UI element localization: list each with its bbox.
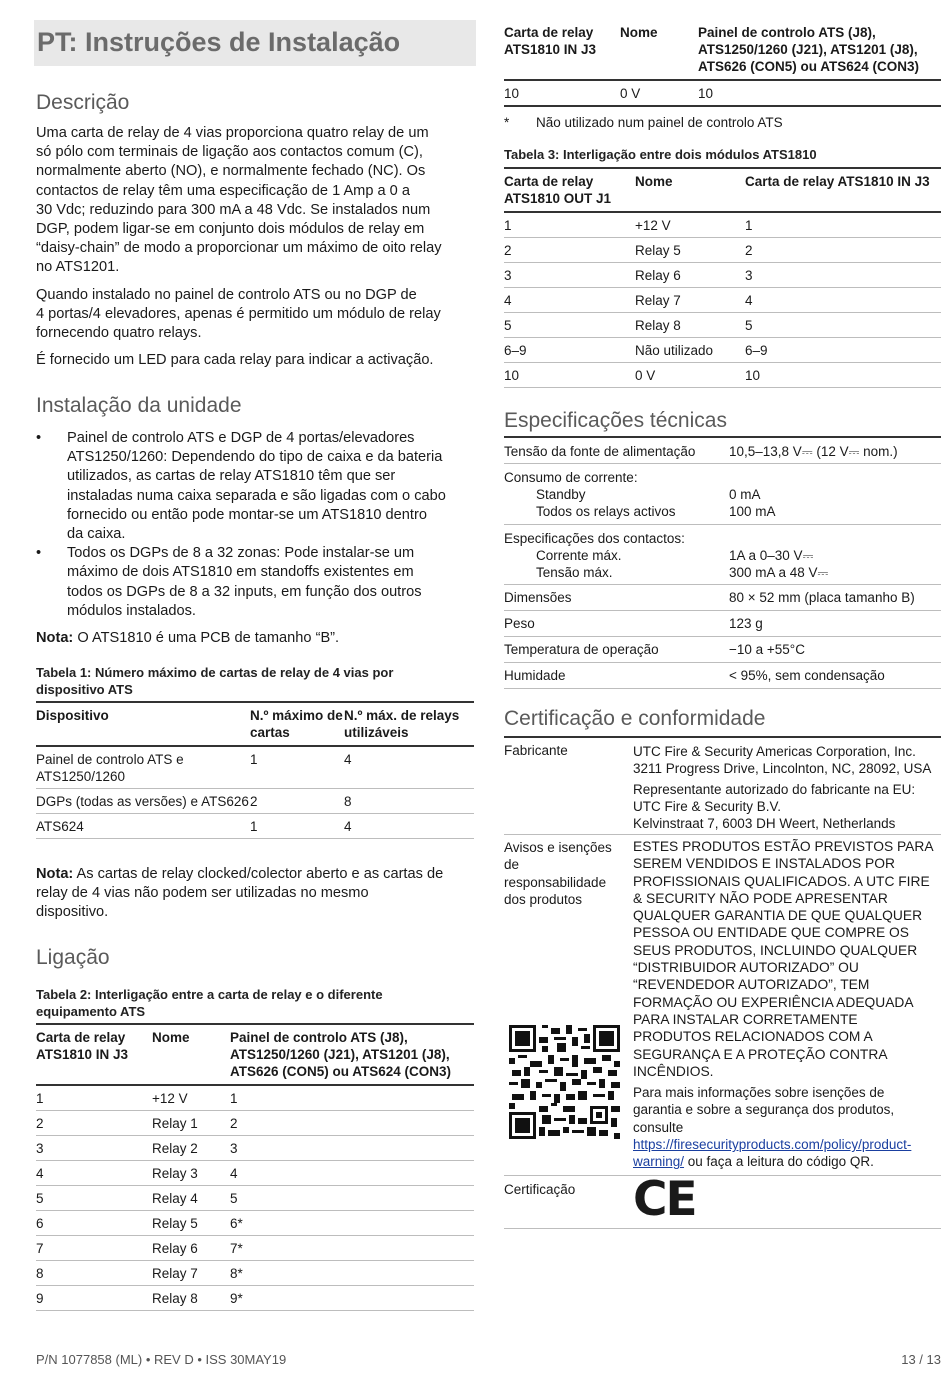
text-line: PESSOA OU ENTIDADE QUE COMPRE OS (633, 925, 909, 941)
table-cell: 8 (344, 789, 474, 814)
text-line: PRODUTOS RELACIONADOS COM A (633, 1029, 873, 1045)
table-cell: 6–9 (504, 338, 635, 363)
table-cell: 2 (745, 238, 941, 263)
table-1 (36, 701, 474, 839)
table-cell: 0 V (635, 363, 745, 388)
table-cell: Relay 4 (152, 1186, 230, 1211)
text-line: fornecendo quatro relays. (36, 325, 202, 342)
table-cell: 10 (698, 80, 941, 106)
text-line: Uma carta de relay de 4 vias proporciona quatro relay de um (36, 125, 429, 141)
table-cell: 4 (504, 288, 635, 313)
table-header-row (504, 168, 941, 212)
cert-row-certificacao (504, 1172, 941, 1229)
caption-line: equipamento ATS (36, 1004, 146, 1019)
table-row (504, 80, 941, 106)
table2-caption (36, 986, 476, 1020)
table-cell: 2 (250, 789, 344, 814)
table-row (504, 238, 941, 263)
table-cell: 7* (230, 1236, 474, 1261)
table-cell: 5 (745, 313, 941, 338)
text-line: módulos instalados. (67, 602, 196, 619)
table-cell: Relay 7 (635, 288, 745, 313)
text-line: Kelvinstraat 7, 6003 DH Weert, Netherlands (633, 816, 896, 832)
text-line: & SECURITY NÃO PODE APRESENTAR (633, 890, 888, 906)
text-line: QUALQUER GARANTIA DE QUE QUALQUER (633, 908, 923, 924)
table-row (36, 746, 474, 789)
table-cell: 5 (504, 313, 635, 338)
spec-value: 0 mA (729, 487, 761, 502)
table-cell: 8* (230, 1261, 474, 1286)
text-line: PARA INSTALAR CORRETAMENTE (633, 1011, 858, 1027)
table-cell: 3 (745, 263, 941, 288)
note-pcb-size (36, 629, 476, 648)
spec-key: Humidade (504, 668, 566, 683)
heading-especificacoes: Especificações técnicas (504, 409, 727, 432)
spec-value: 300 mA a 48 V⎓ (729, 565, 829, 580)
column-header: Nome (620, 20, 698, 80)
cert-key: Fabricante (504, 743, 568, 758)
text-line (36, 865, 476, 884)
text-line: 4 portas/4 elevadores, apenas é permitido um módulo de relay (36, 306, 441, 323)
text-line: de (504, 857, 520, 873)
table-header-row (504, 20, 941, 80)
spec-subkey: Standby (536, 487, 586, 502)
table-row (504, 363, 941, 388)
spec-row (504, 663, 941, 689)
footnote-text: Não utilizado num painel de controlo ATS (536, 115, 783, 130)
more-info (633, 1084, 934, 1170)
table-row (504, 313, 941, 338)
table-cell: 10 (504, 363, 635, 388)
text-line: Representante autorizado do fabricante na EU: (633, 781, 916, 797)
table-cell: 4 (745, 288, 941, 313)
spec-row (504, 637, 941, 663)
column-header: Nome (635, 168, 745, 212)
table-cell: 1 (250, 814, 344, 839)
table-cell: 0 V (620, 80, 698, 106)
table-row (36, 1236, 474, 1261)
page-title: PT: Instruções de Instalação (37, 27, 401, 57)
table-cell: Relay 8 (635, 313, 745, 338)
note-relay-cards (36, 865, 476, 923)
table-row (36, 1085, 474, 1111)
table-cell: 1 (230, 1085, 474, 1111)
table-cell: 3 (504, 263, 635, 288)
table-cell: Relay 6 (152, 1236, 230, 1261)
product-warning-link-cont[interactable]: warning/ (633, 1154, 685, 1170)
heading-instalacao: Instalação da unidade (36, 394, 242, 417)
table-cell: Relay 7 (152, 1261, 230, 1286)
certification-table (504, 736, 941, 1229)
spec-key: Especificações dos contactos: (504, 531, 685, 546)
text-line: no ATS1201. (36, 259, 120, 276)
text-line: PROFISSIONAIS QUALIFICADOS. A UTC FIRE (633, 873, 930, 889)
table-cell: 4 (230, 1161, 474, 1186)
table-row (36, 814, 474, 839)
text-line: 3211 Progress Drive, Lincolnton, NC, 28092, USA (633, 761, 932, 777)
table-3 (504, 167, 941, 388)
text-line: Avisos e isenções (504, 840, 612, 855)
table-cell: 10 (504, 80, 620, 106)
bullet-icon: • (36, 430, 42, 446)
table-cell: 3 (36, 1136, 152, 1161)
table-row (504, 212, 941, 238)
text-line (633, 1153, 934, 1170)
table-cell: 4 (344, 746, 474, 789)
product-warning-link[interactable]: https://firesecurityproducts.com/policy/product- (633, 1137, 912, 1153)
column-header: Carta de relay ATS1810 IN J3 (745, 168, 941, 212)
text-line: dos produtos (504, 891, 583, 907)
table-row (36, 1161, 474, 1186)
caption-line: dispositivo ATS (36, 682, 133, 697)
column-header: Painel de controlo ATS (J8), ATS1250/1260 (J21), ATS1201 (J8), ATS626 (CON5) ou ATS624 (CON3) (698, 20, 941, 80)
footnote-mark: * (504, 115, 510, 130)
table-cell: 5 (230, 1186, 474, 1211)
text-line: “DISTRIBUIDOR AUTORIZADO” OU (633, 960, 859, 976)
table-cell: 4 (36, 1161, 152, 1186)
text-line: só pólo com terminais de ligação aos contactos comum (C), (36, 144, 423, 161)
column-header: Carta de relay ATS1810 OUT J1 (504, 168, 635, 212)
after-link-text: ou faça a leitura do código QR. (684, 1154, 874, 1170)
text-line: dispositivo. (36, 904, 109, 921)
spec-value: < 95%, sem condensação (729, 668, 885, 683)
note-text: As cartas de relay clocked/colector aberto e as cartas de (73, 866, 444, 882)
spec-key: Peso (504, 616, 535, 631)
list-item (36, 544, 476, 621)
table-cell: 1 (504, 212, 635, 238)
table-cell: Relay 5 (635, 238, 745, 263)
text-line: da caixa. (67, 526, 126, 543)
table-cell: 9 (36, 1286, 152, 1311)
specs-table (504, 436, 941, 689)
column-header: Carta de relay ATS1810 IN J3 (504, 20, 620, 80)
note-label: Nota: (36, 630, 74, 646)
cert-key: Certificação (504, 1182, 576, 1197)
table-2 (36, 1023, 474, 1311)
table-cell: 7 (36, 1236, 152, 1261)
table-cell: Relay 2 (152, 1136, 230, 1161)
table-row (36, 1286, 474, 1311)
table-cell: Não utilizado (635, 338, 745, 363)
caption-line: Tabela 1: Número máximo de cartas de relay de 4 vias por (36, 665, 394, 680)
table-cell: Relay 5 (152, 1211, 230, 1236)
text-line (633, 1136, 934, 1153)
table-cell: Relay 8 (152, 1286, 230, 1311)
spec-subkey: Tensão máx. (536, 565, 613, 580)
text-line: consulte (633, 1119, 684, 1135)
text-line: SEREM VENDIDOS E INSTALADOS POR (633, 856, 895, 872)
spec-key: Temperatura de operação (504, 642, 659, 657)
text-line: “daisy-chain” de modo a proporcionar um máximo de oito relay (36, 240, 442, 257)
text-line: Todos os DGPs de 8 a 32 zonas: Pode instalar-se um (67, 545, 415, 562)
table-cell: Relay 1 (152, 1111, 230, 1136)
spec-row (504, 438, 941, 464)
spec-row (504, 525, 941, 585)
cert-row-avisos (504, 835, 941, 1176)
column-header: Carta de relay ATS1810 IN J3 (36, 1024, 152, 1085)
text-line: “REVENDEDOR AUTORIZADO”, TEM (633, 977, 870, 993)
text-line: 30 Vdc; reduzindo para 300 mA a 48 Vdc. Se instalados num (36, 201, 431, 218)
table-cell: 2 (504, 238, 635, 263)
table-cell: DGPs (todas as versões) e ATS626 (36, 789, 250, 814)
table-row (504, 263, 941, 288)
text-line: ESTES PRODUTOS ESTÃO PREVISTOS PARA (633, 839, 934, 854)
table-cell: Relay 6 (635, 263, 745, 288)
column-header: N.º máx. de relays utilizáveis (344, 702, 474, 746)
text-line: normalmente aberto (NO), e normalmente fechado (NC). Os (36, 163, 426, 180)
spec-row (504, 585, 941, 611)
text-line: utilizados, as cartas de relay ATS1810 têm que ser (67, 468, 396, 485)
table-cell: +12 V (152, 1085, 230, 1111)
table-cell: 2 (230, 1111, 474, 1136)
table-cell: Painel de controlo ATS e ATS1250/1260 (36, 746, 250, 789)
table-row (36, 1111, 474, 1136)
spec-value: 80 × 52 mm (placa tamanho B) (729, 590, 915, 605)
ce-mark-icon: CE (633, 1172, 696, 1227)
cert-value (633, 743, 931, 832)
table-row (36, 1136, 474, 1161)
table-cell: 8 (36, 1261, 152, 1286)
spec-value: 10,5–13,8 V⎓ (12 V⎓ nom.) (729, 444, 898, 459)
table-row (36, 1211, 474, 1236)
note-text: O ATS1810 é uma PCB de tamanho “B”. (73, 630, 340, 646)
spec-value: −10 a +55°C (729, 642, 805, 657)
spec-key: Dimensões (504, 590, 572, 605)
text-line: contactos de relay têm uma especificação de 1 Amp a 0 a (36, 182, 410, 199)
table-cell: 2 (36, 1111, 152, 1136)
column-header: Nome (152, 1024, 230, 1085)
table-cell: ATS624 (36, 814, 250, 839)
heading-descricao: Descrição (36, 91, 130, 114)
cert-value-disclaimer (633, 838, 934, 1171)
table-cell: 5 (36, 1186, 152, 1211)
qr-code-icon[interactable] (509, 1025, 620, 1139)
table-cell: 1 (36, 1085, 152, 1111)
descricao-paragraph-1 (36, 124, 476, 278)
spec-key: Tensão da fonte de alimentação (504, 444, 696, 459)
spec-subkey: Todos os relays activos (536, 504, 676, 519)
footer-part-number: P/N 1077858 (ML) • REV D • ISS 30MAY19 (36, 1352, 287, 1367)
table-cell: 9* (230, 1286, 474, 1311)
spec-row (504, 611, 941, 637)
table-header-row (36, 1024, 474, 1085)
table-cell: Relay 3 (152, 1161, 230, 1186)
table-row (36, 1261, 474, 1286)
table-cell: 6–9 (745, 338, 941, 363)
text-line: SEUS PRODUTOS, INCLUINDO QUALQUER (633, 942, 918, 958)
heading-ligacao: Ligação (36, 946, 110, 969)
text-line: relay de 4 vias não podem ser utilizadas no mesmo (36, 885, 369, 902)
text-line: máximo de dois ATS1810 em standoffs existentes em (67, 564, 414, 581)
spec-subkey: Corrente máx. (536, 548, 622, 563)
table-row (504, 338, 941, 363)
cert-key (504, 839, 612, 908)
cert-row-fabricante (504, 738, 941, 835)
text-line: FORMAÇÃO OU EXPERIÊNCIA ADEQUADA (633, 994, 914, 1010)
table-cell: 3 (230, 1136, 474, 1161)
text-line: instaladas numa caixa separada e são ligadas com o cabo (67, 487, 446, 504)
table-cell: 6 (36, 1211, 152, 1236)
text-line: SEGURANÇA E A PROTEÇÃO CONTRA (633, 1046, 888, 1062)
table-cell: 1 (745, 212, 941, 238)
text-line: Painel de controlo ATS e DGP de 4 portas/elevadores (67, 430, 415, 446)
descricao-paragraph-3: É fornecido um LED para cada relay para indicar a activação. (36, 352, 434, 368)
table-row (504, 288, 941, 313)
bullet-icon: • (36, 545, 42, 562)
text-line: responsabilidade (504, 874, 607, 890)
spec-key: Consumo de corrente: (504, 470, 638, 485)
heading-certificacao: Certificação e conformidade (504, 707, 766, 730)
caption-line: Tabela 2: Interligação entre a carta de relay e o diferente (36, 987, 383, 1002)
table2-footnote (504, 115, 783, 130)
text-line: DGP, podem ligar-se em conjunto dois módulos de relay em (36, 221, 425, 238)
table-cell: 6* (230, 1211, 474, 1236)
note-label: Nota: (36, 866, 74, 882)
text-line: ATS1250/1260: Dependendo do tipo de caixa e da bateria (67, 449, 443, 466)
table-header-row (36, 702, 474, 746)
text-line: UTC Fire & Security Americas Corporation, Inc. (633, 744, 916, 759)
column-header: Dispositivo (36, 702, 250, 746)
table-row (36, 1186, 474, 1211)
text-line: garantia e sobre a segurança dos produtos, (633, 1102, 895, 1118)
text-line: Quando instalado no painel de controlo ATS ou no DGP de (36, 287, 417, 303)
column-header: N.º máximo de cartas (250, 702, 344, 746)
text-line: INCÊNDIOS. (633, 1063, 714, 1079)
table-cell: 4 (344, 814, 474, 839)
text-line: fornecido ou então pode montar-se um ATS1810 dentro (67, 506, 427, 523)
spec-row (504, 464, 941, 525)
spec-value: 1A a 0–30 V⎓ (729, 548, 814, 563)
text-line: UTC Fire & Security B.V. (633, 798, 782, 814)
column-header: Painel de controlo ATS (J8), ATS1250/1260 (J21), ATS1201 (J8), ATS626 (CON5) ou ATS624 (CON3) (230, 1024, 474, 1085)
table-row (36, 789, 474, 814)
footer-page-number: 13 / 13 (901, 1352, 941, 1367)
text-line: todos os DGPs de 8 a 32 inputs, em função dos outros (67, 583, 422, 600)
list-item (36, 429, 476, 544)
table1-caption (36, 664, 476, 698)
instalacao-bullet-list (36, 429, 476, 621)
table-cell: +12 V (635, 212, 745, 238)
table-cell: 1 (250, 746, 344, 789)
table-cell: 10 (745, 363, 941, 388)
table3-caption: Tabela 3: Interligação entre dois módulos ATS1810 (504, 147, 817, 162)
spec-value: 100 mA (729, 504, 776, 519)
text-line: Para mais informações sobre isenções de (633, 1085, 885, 1101)
title-bar (34, 20, 476, 66)
spec-value: 123 g (729, 616, 763, 631)
table-2-continued (504, 20, 941, 107)
descricao-paragraph-2 (36, 286, 476, 344)
